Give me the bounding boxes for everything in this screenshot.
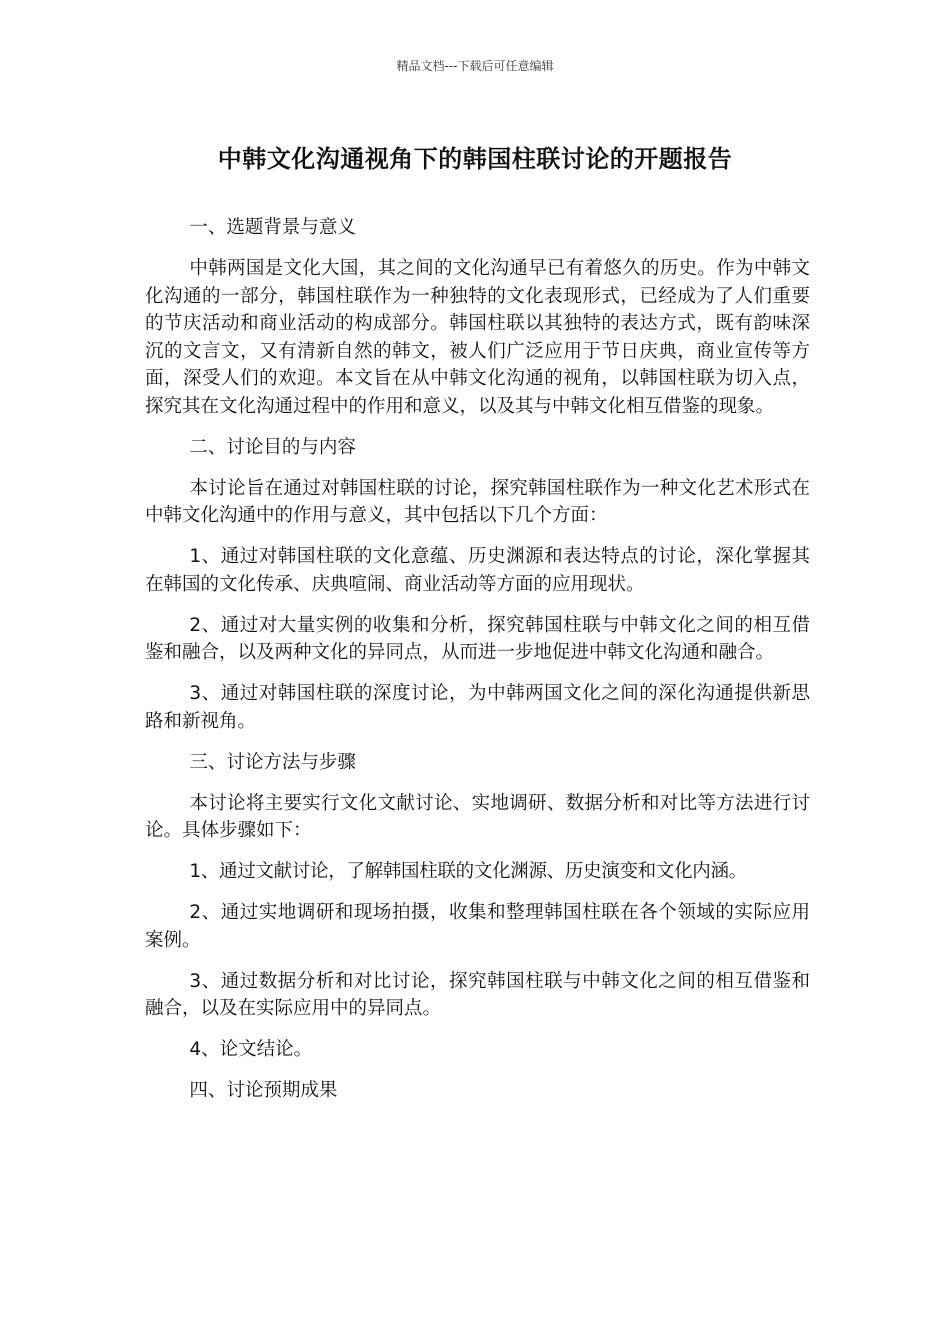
section-heading-purpose: 二、讨论目的与内容: [189, 436, 356, 458]
paragraph-methods-step-4: 4、论文结论。: [189, 1039, 313, 1060]
paragraph-methods-step-1: 1、通过文献讨论，了解韩国柱联的文化渊源、历史演变和文化内涵。: [189, 861, 747, 882]
paragraph-methods-step-2: 2、通过实地调研和现场拍摄，收集和整理韩国柱联在各个领域的实际应用案例。: [145, 902, 810, 951]
paragraph-purpose-intro: 本讨论旨在通过对韩国柱联的讨论，探究韩国柱联作为一种文化艺术形式在中韩文化沟通中的作用与意义，其中包括以下几个方面：: [145, 477, 810, 526]
paragraph-purpose-item-1: 1、通过对韩国柱联的文化意蕴、历史渊源和表达特点的讨论，深化掌握其在韩国的文化传承、庆典喧闹、商业活动等方面的应用现状。: [145, 546, 810, 595]
paragraph-purpose-item-2: 2、通过对大量实例的收集和分析，探究韩国柱联与中韩文化之间的相互借鉴和融合，以及两种文化的异同点，从而进一步地促进中韩文化沟通和融合。: [145, 614, 810, 663]
document-body: [145, 214, 810, 1118]
section-heading-outcomes: 四、讨论预期成果: [189, 1080, 338, 1101]
paragraph-background: 中韩两国是文化大国，其之间的文化沟通早已有着悠久的历史。作为中韩文化沟通的一部分，韩国柱联作为一种独特的文化表现形式，已经成为了人们重要的节庆活动和商业活动的构成部分。韩国柱联以其独特的表达方式，既有韵味深沉的文言文，又有清新自然的韩文，被人们广泛应用于节日庆典，商业宣传等方面，深受人们的欢迎。本文旨在从中韩文化沟通的视角，以韩国柱联为切入点，探究其在文化沟通过程中的作用和意义，以及其与中韩文化相互借鉴的现象。: [145, 258, 810, 417]
header-note: 精品文档---下载后可任意编辑: [396, 59, 554, 73]
section-heading-background: 一、选题背景与意义: [189, 217, 356, 238]
document-title: 中韩文化沟通视角下的韩国柱联讨论的开题报告: [217, 145, 733, 173]
paragraph-purpose-item-3: 3、通过对韩国柱联的深度讨论，为中韩两国文化之间的深化沟通提供新思路和新视角。: [145, 683, 810, 732]
section-heading-methods: 三、讨论方法与步骤: [189, 751, 356, 773]
paragraph-methods-step-3: 3、通过数据分析和对比讨论，探究韩国柱联与中韩文化之间的相互借鉴和融合，以及在实际应用中的异同点。: [145, 970, 810, 1019]
paragraph-methods-intro: 本讨论将主要实行文化文献讨论、实地调研、数据分析和对比等方法进行讨论。具体步骤如下：: [145, 792, 810, 841]
